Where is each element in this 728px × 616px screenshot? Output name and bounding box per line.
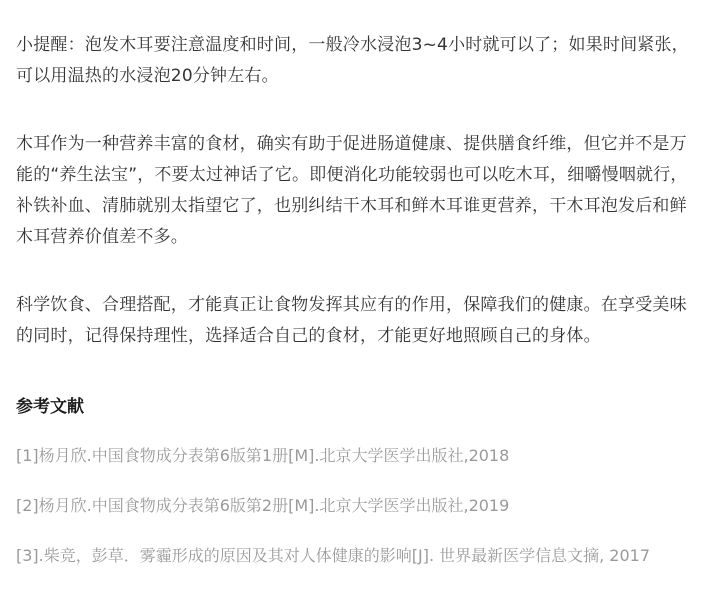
reference-item: [2]杨月欣.中国食物成分表第6版第2册[M].北京大学医学出版社,2019 <box>16 496 510 515</box>
reference-item: [3].柴竞，彭草．雾霾形成的原因及其对人体健康的影响[J]. 世界最新医学信息文摘, 2017 <box>16 546 651 565</box>
references-list <box>16 441 696 571</box>
reference-item: [1]杨月欣.中国食物成分表第6版第1册[M].北京大学医学出版社,2018 <box>16 446 510 465</box>
tip-paragraph: 小提醒：泡发木耳要注意温度和时间，一般冷水浸泡3~4小时就可以了；如果时间紧张，可以用温热的水浸泡20分钟左右。 <box>16 35 689 86</box>
references-heading: 参考文献 <box>16 397 84 417</box>
article-body <box>16 30 696 571</box>
body-paragraph: 木耳作为一种营养丰富的食材，确实有助于促进肠道健康、提供膳食纤维，但它并不是万能的“养生法宝”，不要太过神话了它。即便消化功能较弱也可以吃木耳，细嚼慢咽就行，补铁补血、清肺就别太指望它了，也别纠结干木耳和鲜木耳谁更营养，干木耳泡发后和鲜木耳营养价值差不多。 <box>16 134 688 247</box>
conclusion-paragraph: 科学饮食、合理搭配，才能真正让食物发挥其应有的作用，保障我们的健康。在享受美味的同时，记得保持理性，选择适合自己的食材，才能更好地照顾自己的身体。 <box>16 295 687 346</box>
